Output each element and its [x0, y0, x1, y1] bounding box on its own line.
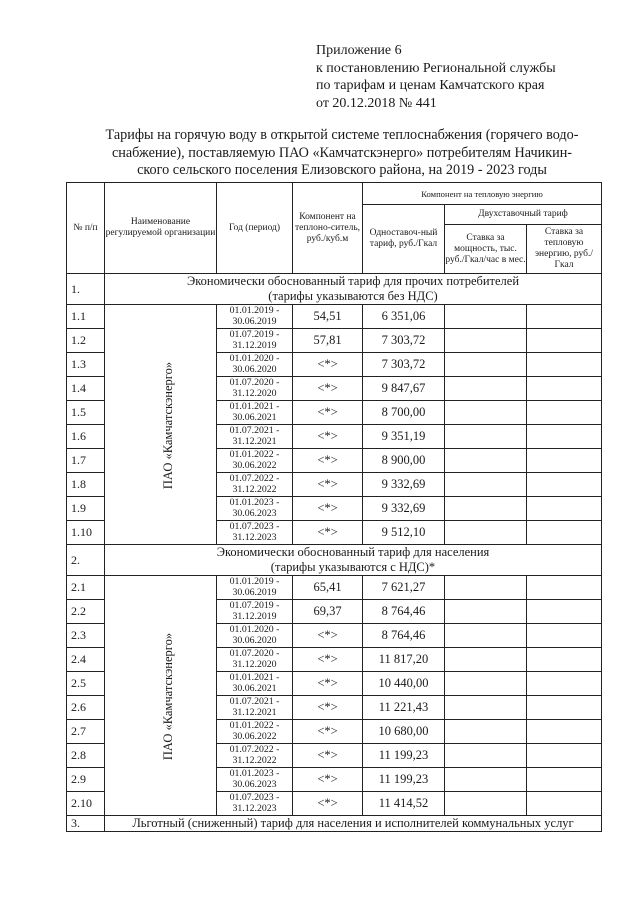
section-title-line: Экономически обоснованный тариф для прочих потребителей [186, 274, 520, 288]
energy-rate-value [527, 377, 602, 401]
carrier-value: <*> [293, 792, 363, 816]
section-number: 3. [67, 816, 105, 832]
header-capacity: Ставка за мощность, тыс. руб./Гкал/час в мес. [445, 225, 527, 274]
carrier-value: <*> [293, 353, 363, 377]
period-cell [217, 473, 293, 497]
row-number: 2.8 [67, 744, 105, 768]
single-rate-value: 10 440,00 [363, 672, 445, 696]
row-number: 1.6 [67, 425, 105, 449]
organization-cell [105, 576, 217, 816]
period-start: 01.01.2020 - [229, 624, 280, 635]
period-start: 01.01.2023 - [229, 497, 280, 508]
carrier-value: 65,41 [293, 576, 363, 600]
capacity-rate-value [445, 792, 527, 816]
period-end: 31.12.2020 [232, 387, 277, 399]
row-number: 2.10 [67, 792, 105, 816]
energy-rate-value [527, 648, 602, 672]
row-number: 2.2 [67, 600, 105, 624]
period-cell [217, 377, 293, 401]
period-cell [217, 497, 293, 521]
period-start: 01.01.2020 - [229, 353, 280, 364]
capacity-rate-value [445, 401, 527, 425]
table-header [67, 183, 602, 274]
appendix-block [316, 42, 616, 112]
period-cell [217, 449, 293, 473]
single-rate-value: 7 303,72 [363, 329, 445, 353]
energy-rate-value [527, 672, 602, 696]
section-number: 2. [67, 545, 105, 576]
period-cell [217, 648, 293, 672]
period-end: 31.12.2023 [232, 531, 277, 543]
header-org: Наименование регулируемой организации [105, 183, 217, 274]
header-num: № п/п [67, 183, 105, 274]
section-title-line: (тарифы указываются без НДС) [268, 289, 438, 303]
carrier-value: <*> [293, 696, 363, 720]
period-end: 30.06.2023 [232, 778, 277, 790]
period-cell [217, 305, 293, 329]
section-title-line: Экономически обоснованный тариф для населения [216, 545, 490, 559]
row-number: 2.3 [67, 624, 105, 648]
carrier-value: <*> [293, 648, 363, 672]
section-number: 1. [67, 274, 105, 305]
energy-rate-value [527, 600, 602, 624]
period-end: 30.06.2023 [232, 507, 277, 519]
capacity-rate-value [445, 497, 527, 521]
single-rate-value: 8 900,00 [363, 449, 445, 473]
header-year: Год (период) [217, 183, 293, 274]
row-number: 1.9 [67, 497, 105, 521]
energy-rate-value [527, 792, 602, 816]
capacity-rate-value [445, 624, 527, 648]
row-number: 1.10 [67, 521, 105, 545]
header-single: Одноставоч-ный тариф, руб./Гкал [363, 205, 445, 274]
document-title [72, 127, 612, 180]
section-title [105, 274, 602, 305]
row-number: 2.6 [67, 696, 105, 720]
tariff-table [66, 182, 602, 832]
capacity-rate-value [445, 696, 527, 720]
single-rate-value: 9 847,67 [363, 377, 445, 401]
period-cell [217, 696, 293, 720]
period-end: 30.06.2021 [232, 682, 277, 694]
single-rate-value: 8 764,46 [363, 624, 445, 648]
period-cell [217, 792, 293, 816]
energy-rate-value [527, 449, 602, 473]
organization-name: ПАО «Камчатскэнерго» [161, 361, 176, 489]
single-rate-value: 10 680,00 [363, 720, 445, 744]
energy-rate-value [527, 401, 602, 425]
carrier-value: <*> [293, 425, 363, 449]
carrier-value: <*> [293, 401, 363, 425]
period-start: 01.01.2021 - [229, 401, 280, 412]
carrier-value: <*> [293, 744, 363, 768]
section-title [105, 545, 602, 576]
energy-rate-value [527, 696, 602, 720]
capacity-rate-value [445, 449, 527, 473]
period-end: 30.06.2020 [232, 363, 277, 375]
capacity-rate-value [445, 353, 527, 377]
section-title-line: Льготный (сниженный) тариф для населения и исполнителей коммунальных услуг [132, 816, 574, 830]
period-end: 30.06.2022 [232, 730, 277, 742]
period-end: 30.06.2021 [232, 411, 277, 423]
header-two-part: Двухставочный тариф [445, 205, 602, 225]
period-end: 31.12.2021 [232, 435, 277, 447]
period-end: 31.12.2023 [232, 802, 277, 814]
carrier-value: <*> [293, 377, 363, 401]
single-rate-value: 11 817,20 [363, 648, 445, 672]
period-start: 01.07.2022 - [229, 473, 280, 484]
carrier-value: <*> [293, 497, 363, 521]
capacity-rate-value [445, 600, 527, 624]
carrier-value: <*> [293, 720, 363, 744]
carrier-value: 54,51 [293, 305, 363, 329]
period-start: 01.01.2022 - [229, 449, 280, 460]
period-end: 31.12.2019 [232, 339, 277, 351]
period-cell [217, 768, 293, 792]
period-cell [217, 329, 293, 353]
section-row [67, 545, 602, 576]
period-cell [217, 744, 293, 768]
row-number: 2.7 [67, 720, 105, 744]
capacity-rate-value [445, 305, 527, 329]
energy-rate-value [527, 624, 602, 648]
appendix-line: Приложение 6 [316, 43, 402, 58]
period-start: 01.07.2020 - [229, 648, 280, 659]
row-number: 2.5 [67, 672, 105, 696]
energy-rate-value [527, 473, 602, 497]
single-rate-value: 9 332,69 [363, 473, 445, 497]
row-number: 1.3 [67, 353, 105, 377]
single-rate-value: 6 351,06 [363, 305, 445, 329]
table-body [67, 274, 602, 832]
organization-cell [105, 305, 217, 545]
period-cell [217, 353, 293, 377]
energy-rate-value [527, 768, 602, 792]
table-row [67, 305, 602, 329]
row-number: 2.9 [67, 768, 105, 792]
carrier-value: <*> [293, 768, 363, 792]
single-rate-value: 8 700,00 [363, 401, 445, 425]
period-start: 01.07.2023 - [229, 792, 280, 803]
carrier-value: <*> [293, 624, 363, 648]
period-start: 01.01.2019 - [229, 305, 280, 316]
row-number: 1.8 [67, 473, 105, 497]
energy-rate-value [527, 497, 602, 521]
single-rate-value: 7 621,27 [363, 576, 445, 600]
single-rate-value: 7 303,72 [363, 353, 445, 377]
carrier-value: <*> [293, 672, 363, 696]
period-start: 01.01.2019 - [229, 576, 280, 587]
period-cell [217, 600, 293, 624]
capacity-rate-value [445, 648, 527, 672]
energy-rate-value [527, 744, 602, 768]
single-rate-value: 11 221,43 [363, 696, 445, 720]
period-cell [217, 521, 293, 545]
table-row [67, 576, 602, 600]
period-end: 30.06.2019 [232, 586, 277, 598]
period-start: 01.07.2021 - [229, 696, 280, 707]
period-start: 01.07.2023 - [229, 521, 280, 532]
energy-rate-value [527, 720, 602, 744]
period-start: 01.07.2020 - [229, 377, 280, 388]
row-number: 2.4 [67, 648, 105, 672]
title-line: Тарифы на горячую воду в открытой системе теплоснабжения (горячего водо- [105, 127, 579, 143]
period-end: 31.12.2021 [232, 706, 277, 718]
single-rate-value: 11 414,52 [363, 792, 445, 816]
period-cell [217, 401, 293, 425]
period-cell [217, 576, 293, 600]
capacity-rate-value [445, 576, 527, 600]
capacity-rate-value [445, 473, 527, 497]
carrier-value: 69,37 [293, 600, 363, 624]
period-cell [217, 425, 293, 449]
header-thermal: Компонент на тепловую энергию [363, 183, 602, 205]
period-end: 30.06.2020 [232, 634, 277, 646]
appendix-line: от 20.12.2018 № 441 [316, 95, 437, 111]
row-number: 1.2 [67, 329, 105, 353]
energy-rate-value [527, 521, 602, 545]
carrier-value: <*> [293, 473, 363, 497]
section-title-line: (тарифы указываются с НДС)* [270, 560, 436, 574]
capacity-rate-value [445, 425, 527, 449]
single-rate-value: 11 199,23 [363, 768, 445, 792]
energy-rate-value [527, 329, 602, 353]
row-number: 2.1 [67, 576, 105, 600]
row-number: 1.1 [67, 305, 105, 329]
period-end: 31.12.2019 [232, 610, 277, 622]
carrier-value: 57,81 [293, 329, 363, 353]
capacity-rate-value [445, 377, 527, 401]
section-row [67, 274, 602, 305]
single-rate-value: 8 764,46 [363, 600, 445, 624]
capacity-rate-value [445, 744, 527, 768]
single-rate-value: 11 199,23 [363, 744, 445, 768]
period-end: 31.12.2022 [232, 754, 277, 766]
row-number: 1.5 [67, 401, 105, 425]
period-cell [217, 672, 293, 696]
header-carrier: Компонент на теплоно-ситель, руб./куб.м [293, 183, 363, 274]
header-energy: Ставка за тепловую энергию, руб./Гкал [527, 225, 602, 274]
period-cell [217, 720, 293, 744]
appendix-line: к постановлению Региональной службы [316, 60, 556, 76]
section-title [105, 816, 602, 832]
energy-rate-value [527, 353, 602, 377]
single-rate-value: 9 512,10 [363, 521, 445, 545]
single-rate-value: 9 332,69 [363, 497, 445, 521]
period-end: 30.06.2019 [232, 315, 277, 327]
single-rate-value: 9 351,19 [363, 425, 445, 449]
period-start: 01.07.2019 - [229, 600, 280, 611]
title-line: снабжение), поставляемую ПАО «Камчатскэнерго» потребителям Начикин- [111, 144, 573, 161]
energy-rate-value [527, 425, 602, 449]
period-end: 31.12.2022 [232, 483, 277, 495]
capacity-rate-value [445, 521, 527, 545]
carrier-value: <*> [293, 521, 363, 545]
row-number: 1.7 [67, 449, 105, 473]
organization-name: ПАО «Камчатскэнерго» [161, 632, 176, 760]
period-start: 01.01.2023 - [229, 768, 280, 779]
capacity-rate-value [445, 329, 527, 353]
energy-rate-value [527, 305, 602, 329]
carrier-value: <*> [293, 449, 363, 473]
period-start: 01.01.2022 - [229, 720, 280, 731]
period-end: 31.12.2020 [232, 658, 277, 670]
row-number: 1.4 [67, 377, 105, 401]
appendix-line: по тарифам и ценам Камчатского края [316, 78, 545, 93]
period-start: 01.07.2022 - [229, 744, 280, 755]
energy-rate-value [527, 576, 602, 600]
period-start: 01.01.2021 - [229, 672, 280, 683]
capacity-rate-value [445, 720, 527, 744]
period-end: 30.06.2022 [232, 459, 277, 471]
period-start: 01.07.2019 - [229, 329, 280, 340]
capacity-rate-value [445, 672, 527, 696]
period-start: 01.07.2021 - [229, 425, 280, 436]
period-cell [217, 624, 293, 648]
section-row [67, 816, 602, 832]
capacity-rate-value [445, 768, 527, 792]
title-line: ского сельского поселения Елизовского района, на 2019 - 2023 годы [137, 162, 547, 178]
